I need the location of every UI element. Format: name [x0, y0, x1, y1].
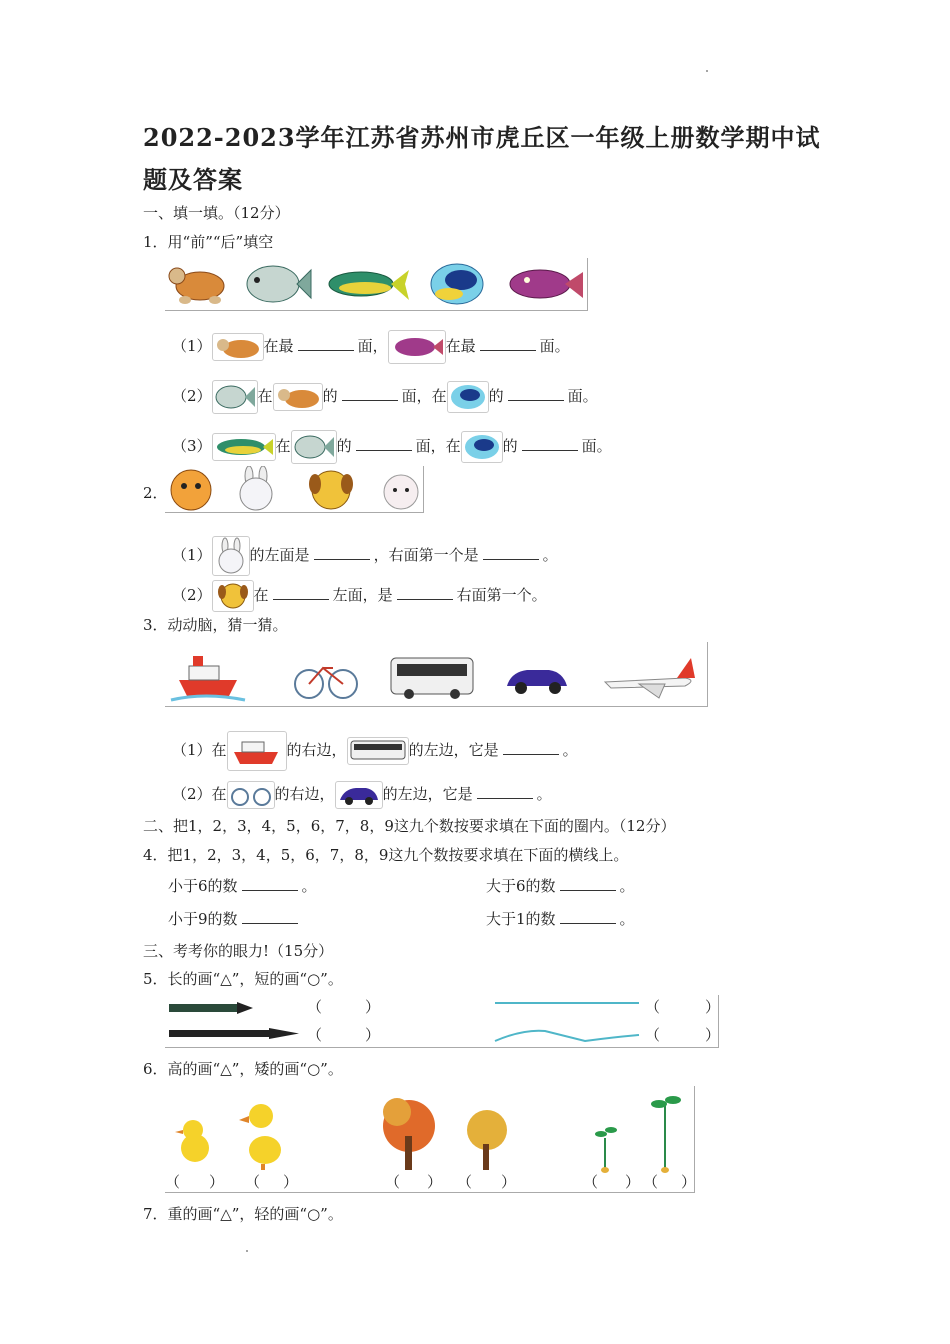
fish-striped-icon: [461, 431, 503, 463]
height-compare-box: [165, 1086, 695, 1193]
tree-tall-icon: [383, 1098, 435, 1170]
q2-2-blank-1[interactable]: [273, 585, 329, 600]
q3-1-text-b: 的左边，它是: [408, 741, 499, 759]
q4-less-than-6: [168, 876, 317, 896]
question-7: 7．重的画“△”，轻的画“○”。: [143, 1205, 343, 1223]
page-title-line1: 2022-2023学年江苏省苏州市虎丘区一年级上册数学期中试: [143, 123, 821, 152]
sea-animals-image: [165, 258, 587, 310]
bicycle-icon: [295, 668, 357, 698]
dog-icon: [212, 580, 254, 612]
q1-2-text-b: 的: [322, 387, 338, 405]
car-icon: [335, 781, 383, 809]
answer-paren-left: （: [307, 1026, 323, 1044]
boat-icon: [227, 731, 287, 771]
answer-paren-right: ）: [501, 1173, 517, 1191]
answer-paren-left: （: [645, 998, 661, 1016]
section-3-heading: 三、考考你的眼力!（15分）: [143, 942, 334, 960]
q2-2-text-c: 右面第一个。: [456, 586, 547, 604]
q3-1-text-a: 的右边，: [286, 741, 347, 759]
q3-2-row: [172, 781, 552, 809]
q1-3-row: [172, 430, 612, 464]
vehicle-strip-q3: [165, 642, 708, 707]
answer-paren-right: ）: [705, 998, 721, 1016]
fish-grey-icon: [291, 430, 337, 464]
rabbit-icon: [212, 536, 250, 576]
tree-short-icon: [467, 1110, 507, 1170]
sprout-short-icon: [595, 1127, 617, 1173]
answer-paren-right: ）: [625, 1173, 641, 1191]
sprout-tall-icon: [651, 1096, 681, 1173]
chick-icon: [175, 1120, 209, 1162]
brush-short-icon: [169, 1002, 253, 1014]
length-compare-box: [165, 995, 719, 1048]
boat-icon: [171, 656, 245, 700]
q2-1-text-b: ，右面第一个是: [373, 546, 479, 564]
q2-1-blank-1[interactable]: [314, 545, 370, 560]
length-items-image: [165, 995, 721, 1047]
q4-blank-b[interactable]: [560, 876, 616, 891]
answer-paren-right: ）: [365, 998, 381, 1016]
q2-2-number: （2）: [172, 586, 212, 604]
q1-3-text-b: 的: [336, 437, 352, 455]
q4-label-a: 小于6的数: [168, 877, 238, 895]
turtle-icon: [169, 268, 224, 304]
q3-2-number: （2）在: [172, 785, 227, 803]
section-2-heading: 二、把1，2，3，4，5，6，7，8，9这九个数按要求填在下面的圈内。（12分）: [143, 817, 676, 835]
rabbit-icon: [240, 466, 272, 510]
bus-icon: [391, 658, 473, 699]
q2-1-row: [172, 536, 558, 576]
answer-paren-right: ）: [705, 1026, 721, 1044]
fish-grey-icon: [247, 266, 311, 302]
answer-paren-left: （: [645, 1026, 661, 1044]
animal-strip-q1: [165, 258, 588, 311]
dog-icon: [309, 471, 353, 509]
answer-paren-left: （: [385, 1173, 401, 1191]
q2-2-row: [172, 580, 547, 612]
q4-less-than-9: [168, 909, 302, 929]
question-6: 6．高的画“△”，矮的画“○”。: [143, 1060, 343, 1078]
fish-purple-icon: [510, 270, 583, 298]
q1-2-text-a: 在: [257, 387, 273, 405]
q2-1-text-c: 。: [542, 546, 558, 564]
answer-paren-right: ）: [427, 1173, 443, 1191]
fish-striped-icon: [447, 381, 489, 413]
q3-2-text-b: 的左边，它是: [382, 785, 473, 803]
q1-3-text-a: 在: [275, 437, 291, 455]
q1-2-text-c: 面，在: [401, 387, 447, 405]
q1-1-row: [172, 330, 570, 364]
turtle-icon: [212, 333, 264, 361]
tiger-icon: [171, 470, 211, 510]
q4-label-c: 小于9的数: [168, 910, 238, 928]
fish-striped-icon: [431, 264, 483, 304]
car-icon: [507, 670, 567, 694]
q3-2-text-a: 的右边，: [274, 785, 335, 803]
wavy-line-icon: [495, 1031, 639, 1041]
q3-2-text-c: 。: [536, 785, 552, 803]
answer-paren-left: （: [245, 1173, 261, 1191]
q4-period-d: 。: [619, 910, 635, 928]
answer-paren-left: （: [307, 998, 323, 1016]
fish-grey-icon: [212, 380, 258, 414]
q1-3-blank-2[interactable]: [522, 436, 578, 451]
fish-green-icon: [329, 270, 409, 300]
q1-3-text-e: 面。: [581, 437, 612, 455]
q1-1-text-c: 在最: [445, 337, 476, 355]
page-dot: [246, 1250, 248, 1252]
q1-2-text-d: 的: [488, 387, 504, 405]
q3-1-blank[interactable]: [503, 740, 559, 755]
q3-1-number: （1）在: [172, 741, 227, 759]
answer-paren-right: ）: [209, 1173, 225, 1191]
q4-label-d: 大于1的数: [486, 910, 556, 928]
q4-period-b: 。: [619, 877, 635, 895]
turtle-icon: [273, 383, 323, 411]
q1-2-row: [172, 380, 598, 414]
sheep-icon: [384, 475, 418, 509]
airplane-icon: [605, 658, 695, 698]
brush-long-icon: [169, 1028, 299, 1039]
question-4: 4．把1，2，3，4，5，6，7，8，9这九个数按要求填在下面的横线上。: [143, 846, 629, 864]
q1-1-text-b: 面，: [357, 337, 388, 355]
vehicles-image: [165, 642, 707, 706]
page-title-line2: 题及答案: [143, 165, 243, 194]
question-5: 5．长的画“△”，短的画“○”。: [143, 970, 343, 988]
answer-paren-left: （: [165, 1173, 181, 1191]
q4-blank-c[interactable]: [242, 909, 298, 924]
q1-1-blank-2[interactable]: [480, 336, 536, 351]
animal-faces-image: [165, 466, 423, 512]
fish-green-icon: [212, 433, 276, 461]
q1-1-number: （1）: [172, 337, 212, 355]
answer-paren-right: ）: [365, 1026, 381, 1044]
bicycle-icon: [227, 781, 275, 809]
section-1-heading: 一、填一填。（12分）: [143, 204, 290, 222]
answer-paren-right: ）: [283, 1173, 299, 1191]
fish-purple-icon: [388, 330, 446, 364]
q1-3-text-c: 面，在: [415, 437, 461, 455]
answer-paren-left: （: [643, 1173, 659, 1191]
q4-greater-than-1: [486, 909, 635, 929]
q1-2-number: （2）: [172, 387, 212, 405]
q1-1-blank-1[interactable]: [298, 336, 354, 351]
animal-strip-q2: [165, 466, 424, 513]
q4-period-a: 。: [301, 877, 317, 895]
q4-blank-a[interactable]: [242, 876, 298, 891]
q1-2-blank-1[interactable]: [342, 386, 398, 401]
q3-2-blank[interactable]: [477, 784, 533, 799]
q2-1-text-a: 的左面是: [249, 546, 310, 564]
q1-1-text-d: 面。: [539, 337, 570, 355]
question-3: 3．动动脑，猜一猜。: [143, 616, 288, 634]
duck-icon: [239, 1104, 281, 1170]
q1-3-text-d: 的: [502, 437, 518, 455]
q1-3-blank-1[interactable]: [356, 436, 412, 451]
q1-2-blank-2[interactable]: [508, 386, 564, 401]
q1-1-text-a: 在最: [263, 337, 294, 355]
q4-label-b: 大于6的数: [486, 877, 556, 895]
q2-2-text-b: 左面，是: [332, 586, 393, 604]
q4-blank-d[interactable]: [560, 909, 616, 924]
q3-1-text-c: 。: [562, 741, 578, 759]
q3-1-row: [172, 731, 578, 771]
bus-icon: [347, 737, 409, 765]
question-1: 1．用“前”“后”填空: [143, 233, 274, 251]
q2-1-blank-2[interactable]: [483, 545, 539, 560]
answer-paren-left: （: [583, 1173, 599, 1191]
answer-paren-right: ）: [681, 1173, 697, 1191]
question-2: 2．: [143, 484, 168, 502]
q2-2-blank-2[interactable]: [397, 585, 453, 600]
answer-paren-left: （: [457, 1173, 473, 1191]
q2-1-number: （1）: [172, 546, 212, 564]
q1-2-text-e: 面。: [567, 387, 598, 405]
q4-greater-than-6: [486, 876, 635, 896]
q1-3-number: （3）: [172, 437, 212, 455]
q2-2-text-a: 在: [253, 586, 269, 604]
page-dot: [706, 70, 708, 72]
